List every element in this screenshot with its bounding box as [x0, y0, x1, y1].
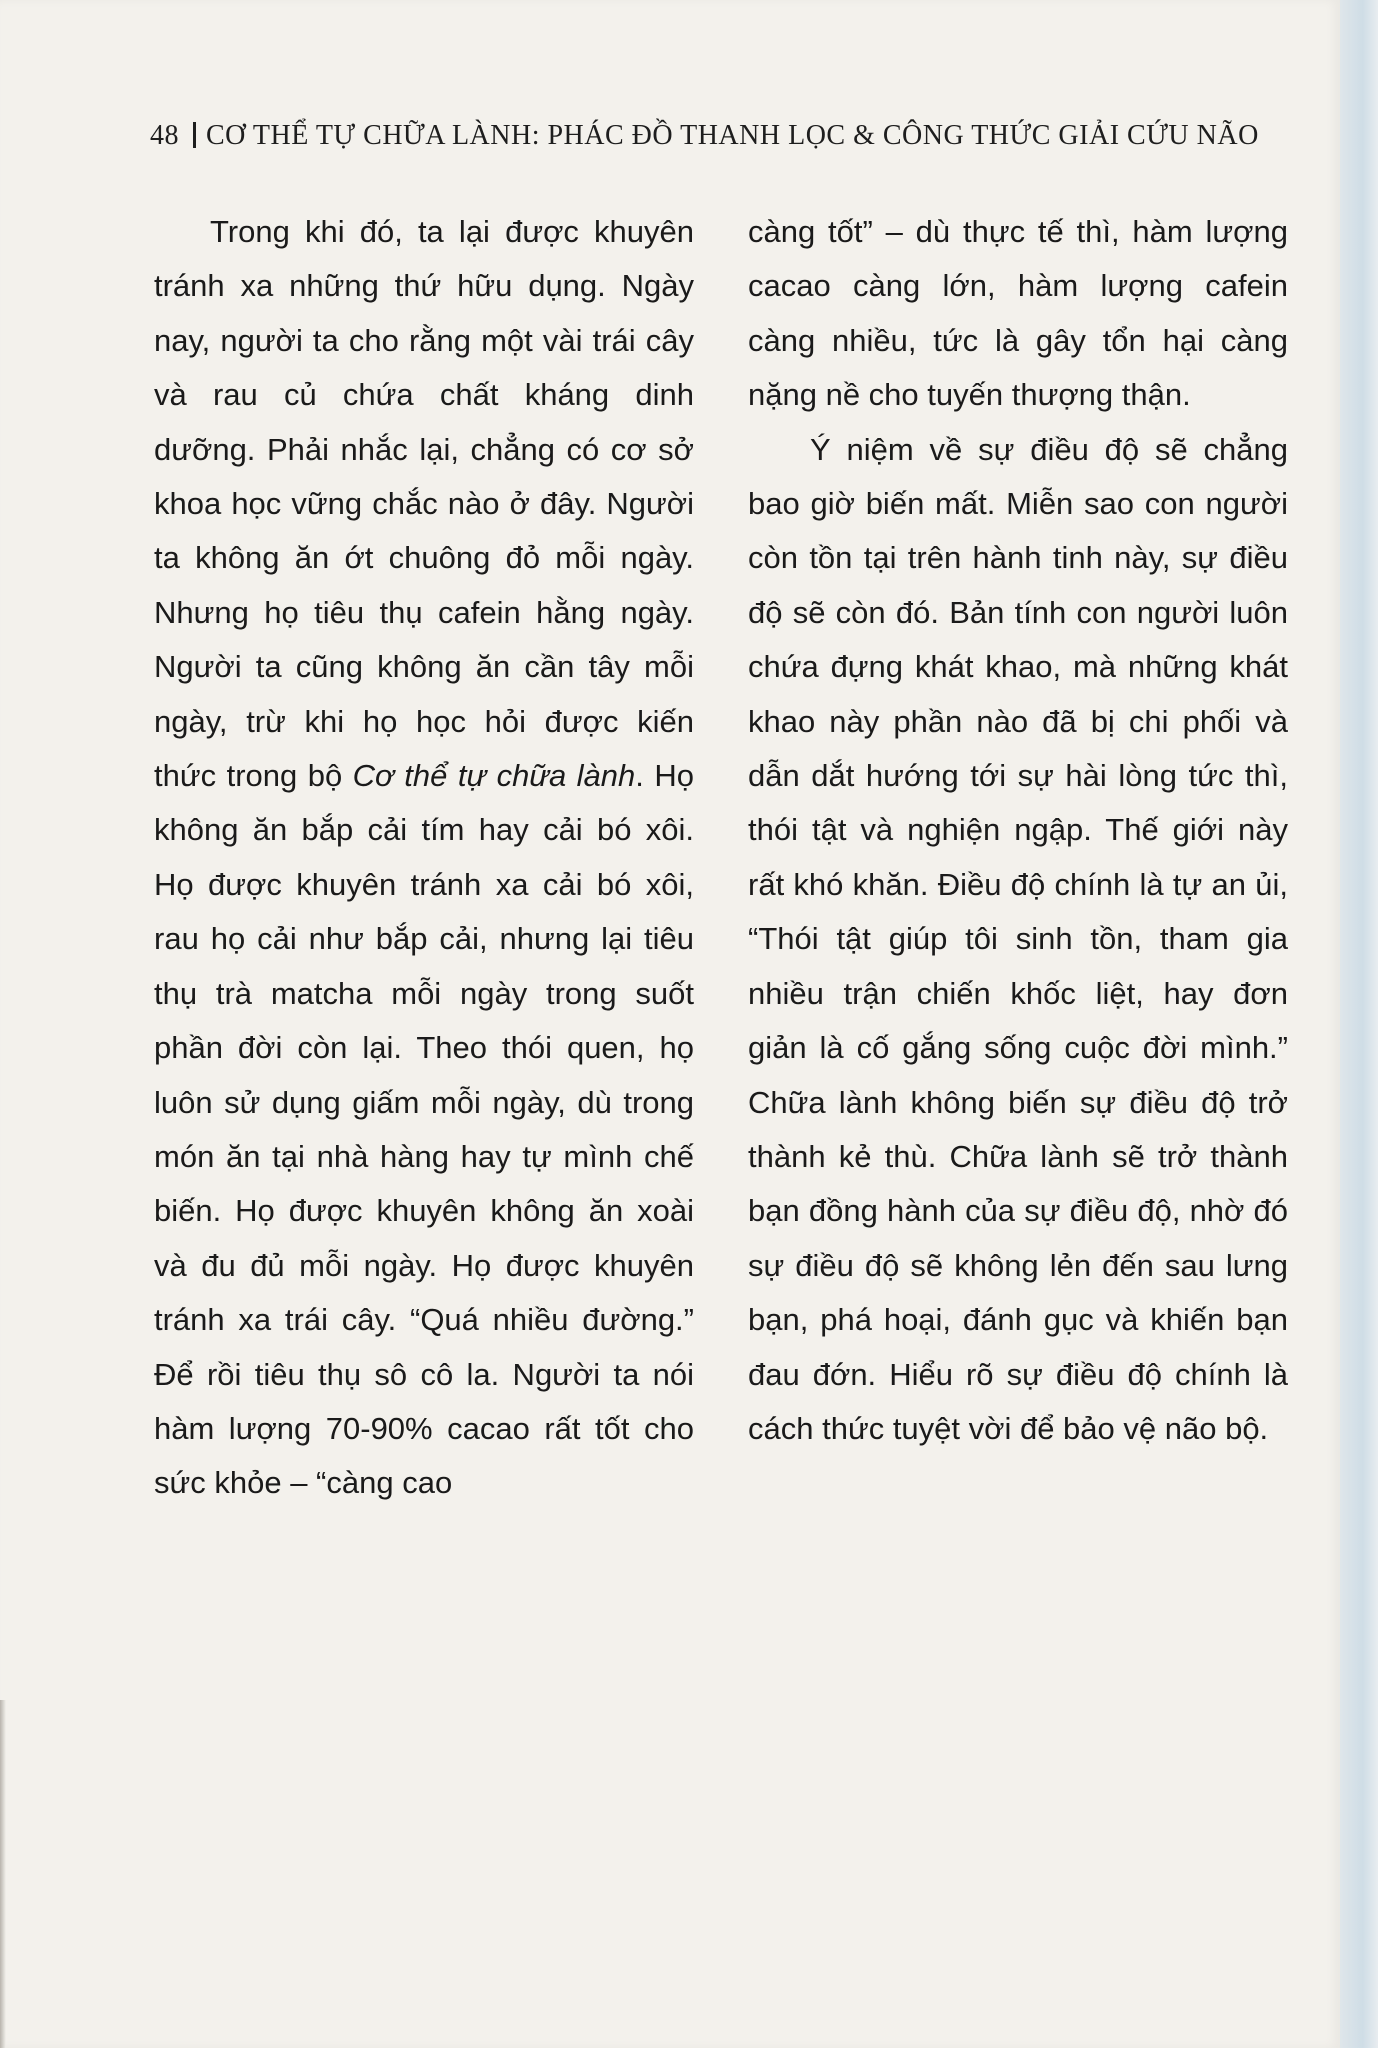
book-title-italic: Cơ thể tự chữa lành [352, 758, 636, 794]
right-text-column [748, 205, 1288, 1456]
running-header [150, 120, 1310, 152]
paragraph: càng tốt” – dù thực tế thì, hàm lượng cacao càng lớn, hàm lượng cafein càng nhiều, tức là gây tổn hại càng nặng nề cho tuyến thượng thận. [748, 214, 1288, 413]
paragraph: Ý niệm về sự điều độ sẽ chẳng bao giờ biến mất. Miễn sao con người còn tồn tại trên hành tinh này, sự điều độ sẽ còn đó. Bản tính con người luôn chứa đựng khát khao, mà những khát khao này phần nào đã bị chi phối và dẫn dắt hướng tới sự hài lòng tức thì, thói tật và nghiện ngập. Thế giới này rất khó khăn. Điều độ chính là tự an ủi, “Thói tật giúp tôi sinh tồn, tham gia nhiều trận chiến khốc liệt, hay đơn giản là cố gắng sống cuộc đời mình.” Chữa lành không biến sự điều độ trở thành kẻ thù. Chữa lành sẽ trở thành bạn đồng hành của sự điều độ, nhờ đó sự điều độ sẽ không lẻn đến sau lưng bạn, phá hoại, đánh gục và khiến bạn đau đớn. Hiểu rõ sự điều độ chính là cách thức tuyệt vời để bảo vệ não bộ. [748, 431, 1288, 1446]
book-title-header: CƠ THỂ TỰ CHỮA LÀNH: PHÁC ĐỒ THANH LỌC & CÔNG THỨC GIẢI CỨU NÃO [206, 120, 1259, 151]
paragraph [154, 205, 694, 1511]
paragraph-text: . Họ không ăn bắp cải tím hay cải bó xôi. Họ được khuyên tránh xa cải bó xôi, rau họ cải như bắp cải, nhưng lại tiêu thụ trà matcha mỗi ngày trong suốt phần đời còn lại. Theo thói quen, họ luôn sử dụng giấm mỗi ngày, dù trong món ăn tại nhà hàng hay tự mình chế biến. Họ được khuyên không ăn xoài và đu đủ mỗi ngày. Họ được khuyên tránh xa trái cây. “Quá nhiều đường.” Để rồi tiêu thụ sô cô la. Người ta nói hàm lượng 70-90% cacao rất tốt cho sức khỏe – “càng cao [154, 758, 694, 1501]
paragraph-text: Trong khi đó, ta lại được khuyên tránh xa những thứ hữu dụng. Ngày nay, người ta cho rằng một vài trái cây và rau củ chứa chất kháng dinh dưỡng. Phải nhắc lại, chẳng có cơ sở khoa học vững chắc nào ở đây. Người ta không ăn ớt chuông đỏ mỗi ngày. Nhưng họ tiêu thụ cafein hằng ngày. Người ta cũng không ăn cần tây mỗi ngày, trừ khi họ học hỏi được kiến thức trong bộ [154, 214, 694, 794]
left-text-column [154, 205, 694, 1511]
header-divider [193, 122, 196, 148]
binding-shadow [0, 1700, 6, 2048]
page-edge-background [1340, 0, 1378, 2048]
page-number: 48 [150, 120, 179, 151]
